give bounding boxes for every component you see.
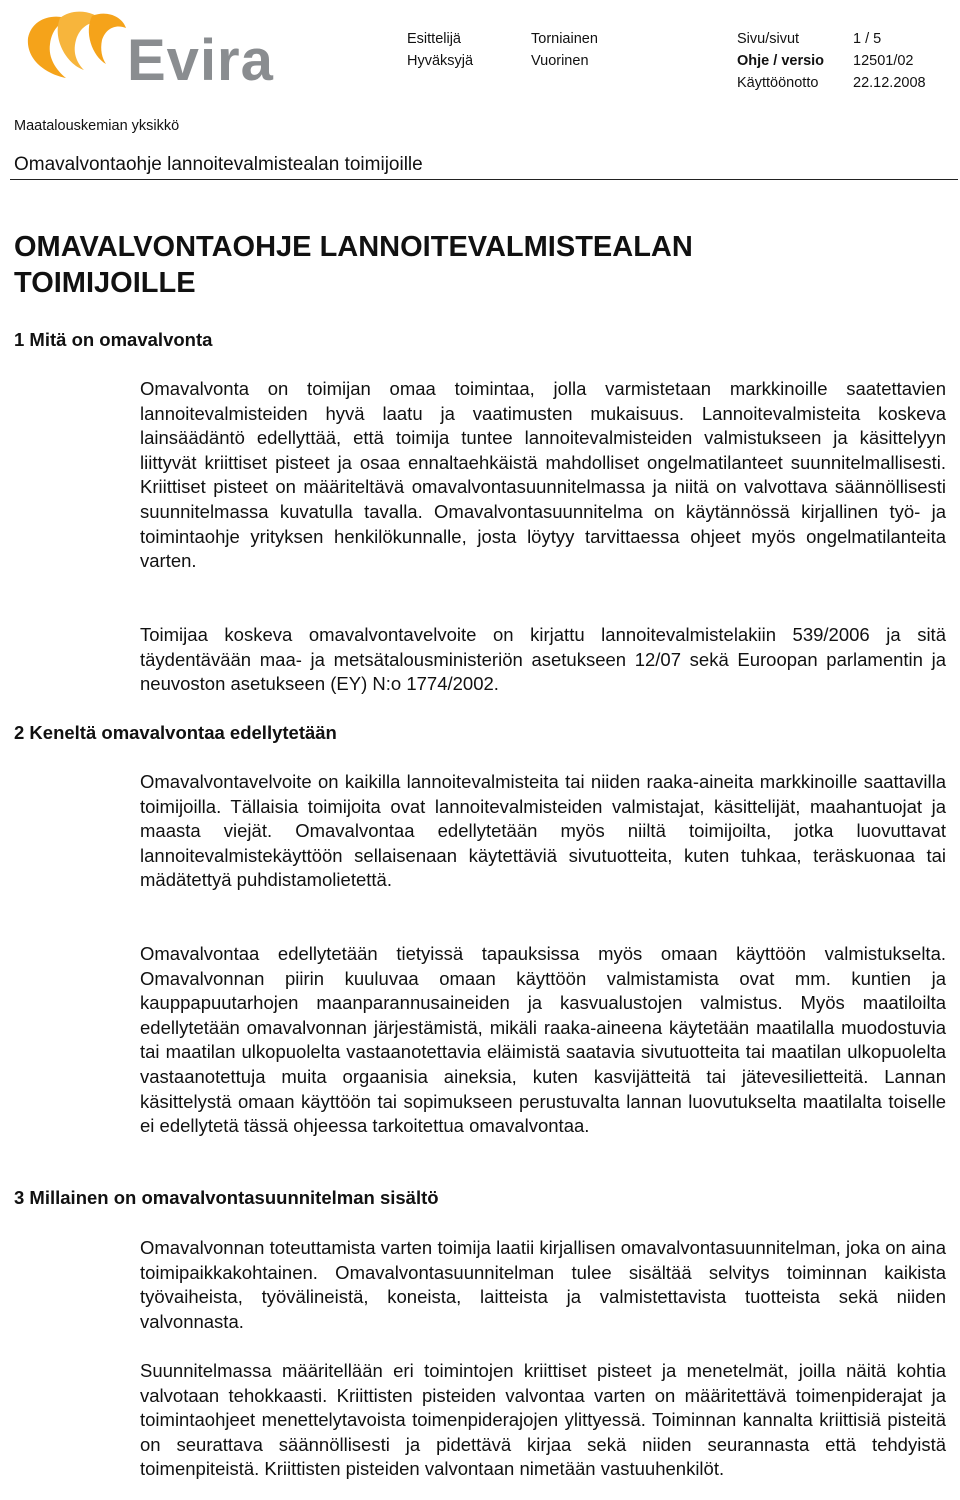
- version-label: Ohje / versio: [737, 53, 825, 69]
- page-title-line2: TOIMIJOILLE: [14, 267, 196, 299]
- deploy-label: Käyttöönotto: [737, 75, 819, 91]
- section-1-paragraph-1: Omavalvonta on toimijan omaa toimintaa, jolla varmistetaan markkinoille saatettavien lannoitevalmisteiden hyvä laatu ja vaatimusten mukaisuus. Lannoitevalmisteita koskeva lainsäädäntö edellyttää, että toimija tuntee lannoitevalmisteiden valmistukseen ja käsittelyyn liittyvät kriittiset pisteet ja osaa ennaltaehkäistä mahdolliset ongelmatilanteet suunnitelmallisesti. Kriittiset pisteet on määriteltävä omavalvontasuunnitelmassa ja niitä on valvottava säännöllisesti suunnitelmassa kuvatulla tavalla. Omavalvontasuunnitelma on käytännössä kirjallinen työ- ja toimintaohje yrityksen henkilökunnalle, josta löytyy tarvittaessa ohjeet myös ongelmatilanteita varten.: [140, 378, 946, 572]
- section-2-paragraph-2: Omavalvontaa edellytetään tietyissä tapauksissa myös omaan käyttöön valmistukselta. Omavalvonnan piirin kuuluvaa omaan käyttöön valmistamista ovat mm. kuntien ja kauppapuutarhojen maanparannusaineiden ja kasvualustojen valmistus. Myös maatiloilta edellytetään omavalvonnan järjestämistä, mikäli raaka-aineena käytetään maatilalla muodostuvia tai maatilan ulkopuolelta vastaanotettavia eläimistä saatavia sivutuotteita tai maatilan ulkopuolelta vastaanotettuja muita orgaanisia aineksia, kuten kasvijätteitä tai jätevesilietteitä. Lannan käsittelystä omaan käyttöön tai sopimukseen perustuvalta lannan luovutukselta maatilalta toiselle ei edellytetä tässä ohjeessa tarkoitettua omavalvontaa.: [140, 943, 946, 1137]
- approver-label: Hyväksyjä: [407, 53, 474, 69]
- section-1-paragraph-2: Toimijaa koskeva omavalvontavelvoite on kirjattu lannoitevalmistelakiin 539/2006 ja sitä täydentävään maa- ja metsätalousministeriön asetukseen 12/07 sekä Euroopan parlamentin ja neuvoston asetukseen (EY) N:o 1774/2002.: [140, 624, 946, 695]
- header-doc-title: Omavalvontaohje lannoitevalmistealan toimijoille: [14, 154, 423, 175]
- approver-value: Vuorinen: [531, 53, 589, 69]
- section-2-heading: 2 Keneltä omavalvontaa edellytetään: [14, 722, 337, 743]
- version-value: 12501/02: [853, 53, 914, 69]
- section-3-paragraph-1: Omavalvonnan toteuttamista varten toimija laatii kirjallisen omavalvontasuunnitelman, joka on aina toimipaikkakohtainen. Omavalvontasuunnitelman tulee sisältää selvitys toiminnan kaikista työvaiheista, työvälineistä, koneista, laitteista ja valmistettavista tuotteista sekä niiden valvonnasta.: [140, 1237, 946, 1332]
- presenter-value: Torniainen: [531, 31, 598, 47]
- section-3-paragraph-2: Suunnitelmassa määritellään eri toimintojen kriittiset pisteet ja menetelmät, joilla näitä kohtia valvotaan tehokkaasti. Kriittisten pisteiden valvontaa varten on määritettävä toimenpiderajat ja toimintaohjeet menettelytavoista toimenpiderajojen ylittyessä. Toiminnan kannalta kriittisiä pisteitä on seurattava säännöllisesti ja pidettävä kirjaa sekä niiden seurannasta että tehdyistä toimenpiteistä. Kriittisten pisteiden valvontaan nimetään vastuuhenkilöt.: [140, 1360, 946, 1480]
- page-value: 1 / 5: [853, 31, 882, 47]
- evira-logo: [22, 8, 277, 93]
- presenter-label: Esittelijä: [407, 31, 461, 47]
- header-divider: [10, 179, 958, 180]
- page-title-line1: OMAVALVONTAOHJE LANNOITEVALMISTEALAN: [14, 231, 693, 263]
- section-2-paragraph-1: Omavalvontavelvoite on kaikilla lannoitevalmisteita tai niiden raaka-aineita markkinoille saattavilla toimijoilla. Tällaisia toimijoita ovat lannoitevalmisteiden valmistajat, käsittelijät, maahantuojat ja maasta viejät. Omavalvontaa edellytetään myös niiltä toimijoilta, jotka luovuttavat lannoitevalmistekäyttöön sellaisenaan käytettäviä sivutuotteita, kuten tuhkaa, teräskuonaa tai mädätettyä puhdistamolietettä.: [140, 771, 946, 891]
- section-1-heading: 1 Mitä on omavalvonta: [14, 329, 213, 350]
- page-title: [14, 229, 693, 301]
- deploy-value: 22.12.2008: [853, 75, 926, 91]
- unit-name: Maatalouskemian yksikkö: [14, 118, 180, 134]
- page-label: Sivu/sivut: [737, 31, 800, 47]
- logo-wordmark: Evira: [127, 28, 274, 93]
- section-3-heading: 3 Millainen on omavalvontasuunnitelman sisältö: [14, 1187, 439, 1208]
